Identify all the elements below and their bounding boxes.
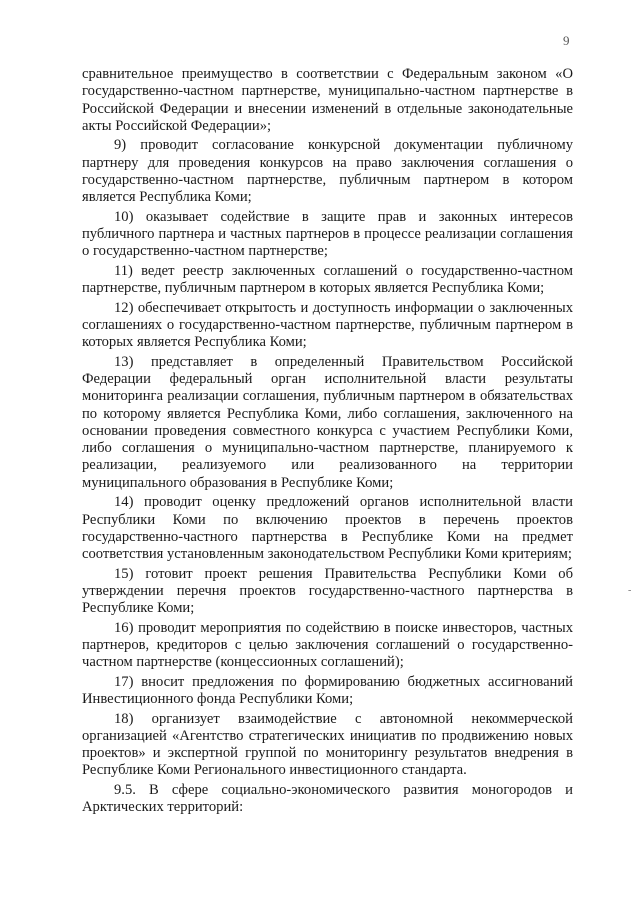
document-body — [82, 66, 573, 819]
paragraph-item-10: 10) оказывает содействие в защите прав и законных интересов публичного партнера и частных партнеров в процессе реализации соглашения о государственно-частном партнерстве; — [82, 208, 573, 260]
paragraph-item-11: 11) ведет реестр заключенных соглашений о государственно-частном партнерстве, публичным партнером в которых является Республика Коми; — [82, 262, 573, 297]
paragraph-item-16: 16) проводит мероприятия по содействию в поиске инвесторов, частных партнеров, кредиторов с целью заключения соглашений о государственно-частном партнерстве (концессионных соглашений); — [82, 619, 573, 671]
paragraph-continuation: сравнительное преимущество в соответствии с Федеральным законом «О государственно-частном партнерстве, муниципально-частном партнерстве в Российской Федерации и внесении изменений в отдельные законодательные акты Российской Федерации»; — [82, 66, 573, 134]
paragraph-item-12: 12) обеспечивает открытость и доступность информации о заключенных соглашениях о государственно-частном партнерстве, публичным партнером в которых является Республика Коми; — [82, 299, 573, 351]
paragraph-item-13: 13) представляет в определенный Правительством Российской Федерации федеральный орган исполнительной власти результаты мониторинга реализации соглашения, публичным партнером в обязательствах по которому является Республика Коми, либо соглашения, заключенного на основании проведения совместного конкурса с участием Республики Коми, либо соглашения о муниципально-частном партнерстве, планируемого к реализации, реализуемого или реализованного на территории муниципального образования в Республике Коми; — [82, 353, 573, 491]
paragraph-item-15: 15) готовит проект решения Правительства Республики Коми об утверждении перечня проектов государственно-частного партнерства в Республике Коми; — [82, 565, 573, 617]
paragraph-item-14: 14) проводит оценку предложений органов исполнительной власти Республики Коми по включению проектов в перечень проектов государственно-частного партнерства в Республике Коми на предмет соответствия установленным законодательством Республики Коми критериям; — [82, 494, 573, 563]
paragraph-item-18: 18) организует взаимодействие с автономной некоммерческой организацией «Агентство стратегических инициатив по продвижению новых проектов» и экспертной группой по мониторингу результатов внедрения в Республике Коми Регионального инвестиционного стандарта. — [82, 710, 573, 779]
paragraph-item-17: 17) вносит предложения по формированию бюджетных ассигнований Инвестиционного фонда Республики Коми; — [82, 673, 573, 708]
page-number: 9 — [563, 33, 570, 48]
paragraph-item-9: 9) проводит согласование конкурсной документации публичному партнеру для проведения конкурсов на право заключения соглашения о государственно-частном партнерстве, публичным партнером в котором является Республика Коми; — [82, 137, 573, 206]
section-heading-9-5: 9.5. В сфере социально-экономического развития моногородов и Арктических территорий: — [82, 781, 573, 816]
margin-mark: - — [628, 585, 632, 596]
